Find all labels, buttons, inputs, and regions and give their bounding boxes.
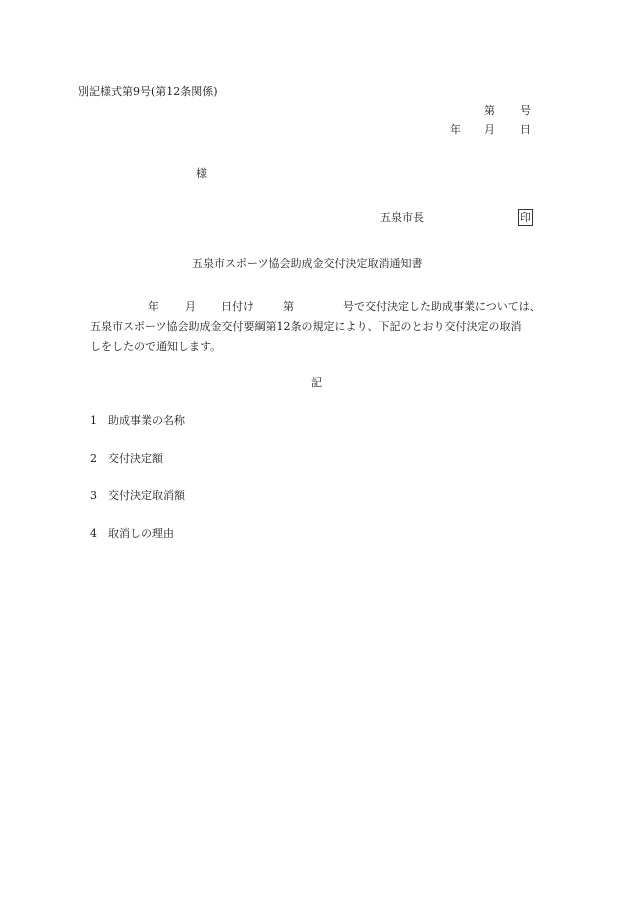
sender-title: 五泉市長 <box>380 211 424 224</box>
item-number: 3 <box>90 489 97 502</box>
date-day: 日 <box>520 123 531 136</box>
body-line1-rest: 号で交付決定した助成事業については、 <box>343 300 541 313</box>
body-dated: 日付け <box>221 300 254 313</box>
number-gou: 号 <box>520 104 531 117</box>
date-year: 年 <box>450 123 461 136</box>
addressee-suffix: 様 <box>196 167 207 180</box>
body-dai: 第 <box>283 300 294 313</box>
number-dai: 第 <box>484 104 495 117</box>
item-label: 交付決定額 <box>108 452 163 465</box>
item-label: 取消しの理由 <box>108 527 174 540</box>
body-line3: しをしたので通知します。 <box>90 340 222 353</box>
body-year: 年 <box>148 300 159 313</box>
body-month: 月 <box>185 300 196 313</box>
item-number: 4 <box>90 527 97 540</box>
form-label: 別記様式第9号(第12条関係) <box>78 85 218 98</box>
document-title: 五泉市スポーツ協会助成金交付決定取消通知書 <box>192 257 423 270</box>
item-label: 助成事業の名称 <box>108 414 185 427</box>
item-label: 交付決定取消額 <box>108 489 185 502</box>
seal-mark: 印 <box>520 211 531 224</box>
item-number: 2 <box>90 452 97 465</box>
date-month: 月 <box>484 123 495 136</box>
item-number: 1 <box>90 414 97 427</box>
ki-heading: 記 <box>311 376 322 389</box>
body-line2: 五泉市スポーツ協会助成金交付要綱第12条の規定により、下記のとおり交付決定の取消 <box>90 320 522 333</box>
